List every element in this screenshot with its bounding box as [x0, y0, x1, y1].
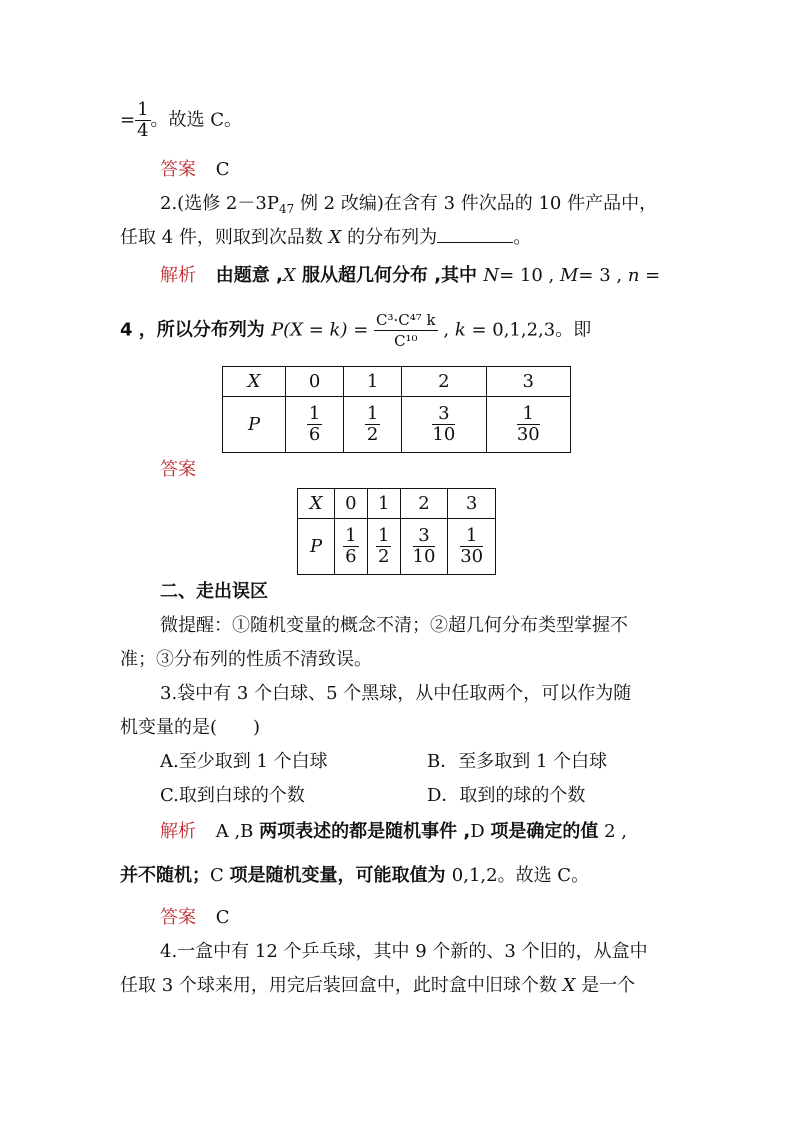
text: D [470, 821, 491, 842]
numerator: 1 [517, 404, 540, 425]
denominator: C¹⁰ [394, 332, 418, 350]
table-cell [344, 397, 402, 453]
text: 2.(选修 2－3P [160, 193, 279, 214]
table-cell [286, 397, 344, 453]
text: 项是确定的值 [490, 821, 599, 842]
question-4-line-2 [120, 974, 635, 998]
denominator: 2 [377, 546, 390, 567]
fraction [135, 100, 150, 141]
numerator: C³·C⁴⁷ k [376, 311, 436, 329]
variable-x: X [328, 227, 342, 248]
option-c: C.取到白球的个数 [160, 785, 305, 806]
option-a: A.至少取到 1 个白球 [160, 751, 328, 772]
denominator: 30 [460, 546, 484, 567]
text: = 0,1,2,3。即 [465, 319, 592, 341]
denominator: 10 [412, 546, 436, 567]
variable-n: n [627, 265, 640, 286]
text: C [210, 865, 230, 886]
table-cell: 0 [335, 489, 368, 519]
text: 。故选 C。 [497, 865, 590, 886]
table-cell [486, 397, 570, 453]
fraction [343, 526, 358, 567]
answer-blank [437, 226, 513, 243]
solution-3-line-2 [120, 864, 589, 888]
table-cell: P [298, 519, 335, 575]
text: 2 , [598, 821, 628, 842]
answer-label: 答案 [160, 159, 196, 180]
fraction [307, 404, 322, 445]
text: 并不随机； [120, 865, 210, 886]
denominator: 6 [308, 424, 321, 445]
answer-value: C [215, 159, 230, 180]
table-cell: X [298, 489, 335, 519]
table-cell [335, 519, 368, 575]
variable-k: k [454, 319, 466, 341]
table-row [298, 489, 496, 519]
text: 任取 4 件，则取到次品数 [120, 227, 329, 248]
table-cell: 0 [286, 367, 344, 397]
prev-answer-line [120, 100, 242, 141]
text: = 10 , [499, 265, 555, 286]
text: = [639, 265, 661, 286]
numerator: 3 [432, 404, 455, 425]
question-2-line-1 [160, 192, 657, 221]
numerator: 1 [366, 403, 379, 424]
text: 任取 3 个球来用，用完后装回盒中，此时盒中旧球个数 [120, 975, 563, 996]
fraction [517, 404, 540, 445]
table-cell [400, 519, 448, 575]
answer-label: 答案 [160, 459, 196, 480]
question-4-line-1: 4.一盒中有 12 个乒乓球，其中 9 个新的、3 个旧的，从盒中 [160, 941, 648, 962]
variable-n-upper: N [483, 265, 500, 286]
equals-sign: = [120, 109, 136, 131]
distribution-table-2 [297, 488, 496, 575]
solution-2-line-2 [120, 310, 591, 351]
table-cell: 2 [400, 489, 448, 519]
conclusion-text: 。故选 C。 [150, 109, 243, 131]
text: 项是随机变量，可能取值为 [229, 865, 452, 886]
section-heading: 二、走出误区 [160, 581, 268, 602]
numerator: 1 [345, 525, 357, 546]
option-d: D．取到的球的个数 [427, 785, 586, 806]
denominator: 4 [137, 120, 149, 141]
table-cell [448, 519, 496, 575]
numerator: 1 [377, 525, 390, 546]
table-row [298, 519, 496, 575]
fraction [432, 404, 455, 445]
numerator: 1 [308, 403, 321, 424]
fraction [460, 526, 483, 567]
text: 0,1,2 [451, 865, 498, 886]
denominator: 2 [366, 424, 379, 445]
text: A ,B [215, 821, 260, 842]
table-cell: X [223, 367, 286, 397]
text: 由题意 , [215, 265, 283, 286]
tip-line-1: 微提醒：①随机变量的概念不清；②超几何分布类型掌握不 [160, 615, 628, 636]
answer-label: 答案 [160, 907, 196, 928]
text: = 3 , [578, 265, 623, 286]
hypergeometric-fraction [374, 310, 438, 351]
answer-value: C [215, 907, 230, 928]
solution-label: 解析 [160, 821, 196, 842]
question-3-line-2: 机变量的是( ) [120, 717, 261, 738]
text: 。 [513, 227, 532, 248]
solution-3-line-1 [160, 820, 627, 844]
fraction [365, 404, 380, 445]
text: , [437, 319, 455, 341]
variable-x: X [282, 265, 296, 286]
denominator: 6 [345, 546, 357, 567]
tip-line-2: 准；③分布列的性质不清致误。 [120, 649, 372, 670]
solution-label: 解析 [160, 265, 196, 286]
table-cell: P [223, 397, 286, 453]
table-cell: 1 [344, 367, 402, 397]
question-3-line-1: 3.袋中有 3 个白球、5 个黑球，从中任取两个，可以作为随 [160, 683, 632, 704]
text: 两项表述的都是随机事件 , [259, 821, 471, 842]
numerator: 1 [460, 526, 483, 547]
text: 是一个 [575, 975, 636, 996]
table-row [223, 397, 571, 453]
answer-1 [160, 158, 230, 182]
text: 4 ，所以分布列为 [120, 319, 272, 341]
table-cell: 1 [367, 489, 400, 519]
fraction [413, 526, 436, 567]
text: 服从超几何分布 ,其中 [295, 265, 484, 286]
text: 例 2 改编)在含有 3 件次品的 10 件产品中， [294, 193, 658, 214]
denominator: 10 [432, 424, 456, 445]
distribution-table-1 [222, 366, 571, 453]
probability-expression: P(X = k) = [271, 319, 369, 341]
denominator: 30 [516, 424, 540, 445]
option-b: B．至多取到 1 个白球 [427, 751, 608, 772]
numerator: 1 [137, 99, 149, 120]
table-cell: 2 [402, 367, 486, 397]
table-cell: 3 [448, 489, 496, 519]
table-row [223, 367, 571, 397]
numerator: 3 [413, 526, 436, 547]
subscript: 47 [278, 202, 295, 216]
table-cell: 3 [486, 367, 570, 397]
text: 的分布列为 [341, 227, 438, 248]
variable-m: M [559, 265, 579, 286]
answer-3 [160, 906, 230, 930]
fraction [376, 526, 391, 567]
table-cell [367, 519, 400, 575]
solution-2-line-1 [160, 264, 660, 288]
table-cell [402, 397, 486, 453]
question-2-line-2 [120, 226, 531, 250]
variable-x: X [562, 975, 576, 996]
